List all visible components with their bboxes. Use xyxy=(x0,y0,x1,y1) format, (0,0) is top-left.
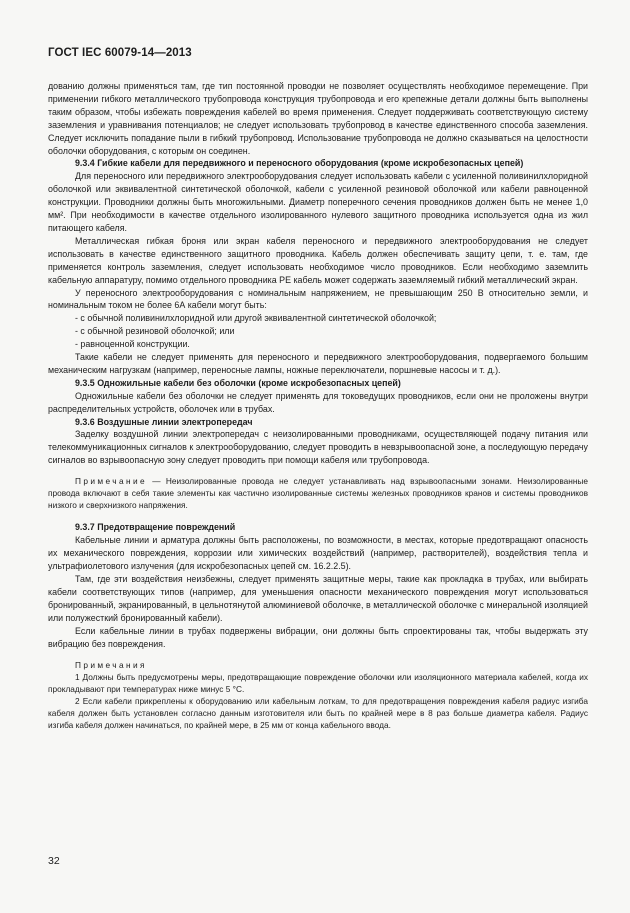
page-number: 32 xyxy=(48,855,60,867)
paragraph: дованию должны применяться там, где тип постоянной проводки не позволяет осуществлять необходимое перемещение. При применении гибкого металлического трубопровода конструкция трубопровода и его крепежные детали должны быть выполнены таким образом, чтобы избежать повреждения кабелей во время применения. Следует поддерживать соответствующую систему заземления и уравнивания потенциалов; не следует использовать трубопровод в качестве единственного способа заземления. Следует исключить попадание пыли в гибкий трубопровод. Использование трубопровода не должно сказываться на целостности оболочки оборудования, с которым он соединен. xyxy=(48,81,588,156)
list-item: - равноценной конструкции. xyxy=(75,339,190,350)
note-item: 1 Должны быть предусмотрены меры, предотвращающие повреждение оболочки или изоляционного материала кабелей, когда их прокладывают при температурах ниже минус 5 °С. xyxy=(48,671,588,694)
notes-label: Примечания xyxy=(75,659,147,670)
list-item: - с обычной поливинилхлоридной или другой эквивалентной синтетической оболочкой; xyxy=(75,313,437,324)
document-body xyxy=(48,80,588,731)
paragraph: Если кабельные линии в трубах подвержены вибрации, они должны быть спроектированы так, чтобы выдержать эту вибрацию без повреждения. xyxy=(48,625,588,649)
paragraph: Заделку воздушной линии электропередач с неизолированными проводниками, осуществляющей подачу питания или телекоммуникационных сигналов к электрооборудованию, следует проводить в невзрывоопасной зоне, а последующую передачу сигналов во взрывоопасную зону следует проводить при помощи кабеля или трубопровода. xyxy=(48,429,588,466)
paragraph: У переносного электрооборудования с номинальным напряжением, не превышающим 250 В относительно земли, и номинальным током не более 6А кабели могут быть: xyxy=(48,287,588,311)
paragraph: Там, где эти воздействия неизбежны, следует применять защитные меры, такие как прокладка в трубах, или выбирать кабели соответствующих типов (например, для уменьшения опасности механического повреждения могут использоваться бронированный, экранированный, в цельнотянутой алюминиевой оболочке, в металлической оболочке с минеральной изоляцией или полужесткий бронированный кабели). xyxy=(48,574,588,623)
section-heading-9-3-6: 9.3.6 Воздушные линии электропередач xyxy=(75,416,253,427)
list-item: - с обычной резиновой оболочкой; или xyxy=(75,326,235,337)
note xyxy=(48,475,588,511)
note-item: 2 Если кабели прикреплены к оборудованию или кабельным лоткам, то для предотвращения повреждения кабеля радиус изгиба кабеля должен быть установлен согласно данным изготовителя или быть по крайней мере в 8 раз больше диаметра кабеля. Радиус изгиба кабеля должен начинаться, по крайней мере, в 25 мм от конца кабельного ввода. xyxy=(48,695,588,730)
section-heading-9-3-5: 9.3.5 Одножильные кабели без оболочки (кроме искробезопасных цепей) xyxy=(75,377,401,388)
paragraph: Такие кабели не следует применять для переносного и передвижного электрооборудования, подвергаемого большим механическим нагрузкам (например, переносные лампы, ножные переключатели, поршневые насосы и т. д.). xyxy=(48,352,588,375)
paragraph: Кабельные линии и арматура должны быть расположены, по возможности, в местах, которые предотвращают опасность их механического повреждения, коррозии или химических воздействий (например, растворителей), воздействия тепла и ультрафиолетового излучения (для искробезопасных цепей см. 16.2.2.5). xyxy=(48,535,588,572)
paragraph: Одножильные кабели без оболочки не следует применять для токоведущих проводников, если они не проложены внутри распределительных устройств, оболочек или в трубах. xyxy=(48,390,588,414)
document-header: ГОСТ IEC 60079-14—2013 xyxy=(48,47,192,59)
note-label: Примечание xyxy=(75,476,148,487)
paragraph: Для переносного или передвижного электрооборудования следует использовать кабели с усиленной поливинилхлоридной оболочкой или эквивалентной синтетической оболочкой, кабели с усиленной резиновой оболочкой или кабели равноценной конструкции. Проводники должны быть многожильными. Диаметр поперечного сечения проводников должен быть не менее 1,0 мм². При необходимости в качестве отдельного изолированного нулевого защитного проводника используется одна из жил питающего кабеля. xyxy=(48,171,588,233)
note-text: — Неизолированные провода не следует устанавливать над взрывоопасными зонами. Неизолированные провода включают в себя такие элементы как частично изолированные системы железных проводников кранов и системы проводников низкого и сверхнизкого напряжения. xyxy=(48,476,588,511)
paragraph: Металлическая гибкая броня или экран кабеля переносного и передвижного электрооборудования не следует использовать в качестве единственного защитного проводника. Кабель должен обеспечивать защиту цепи, т. е. там, где применяется контроль заземления, следует использовать необходимое число проводников. Если необходимо заземлить кабельную аппаратуру, помимо отдельного проводника РЕ кабель может содержать заземляемый гибкий металлический экран. xyxy=(48,235,588,285)
section-heading-9-3-7: 9.3.7 Предотвращение повреждений xyxy=(75,522,236,533)
section-heading-9-3-4: 9.3.4 Гибкие кабели для передвижного и переносного оборудования (кроме искробезопасных цепей) xyxy=(75,158,524,169)
